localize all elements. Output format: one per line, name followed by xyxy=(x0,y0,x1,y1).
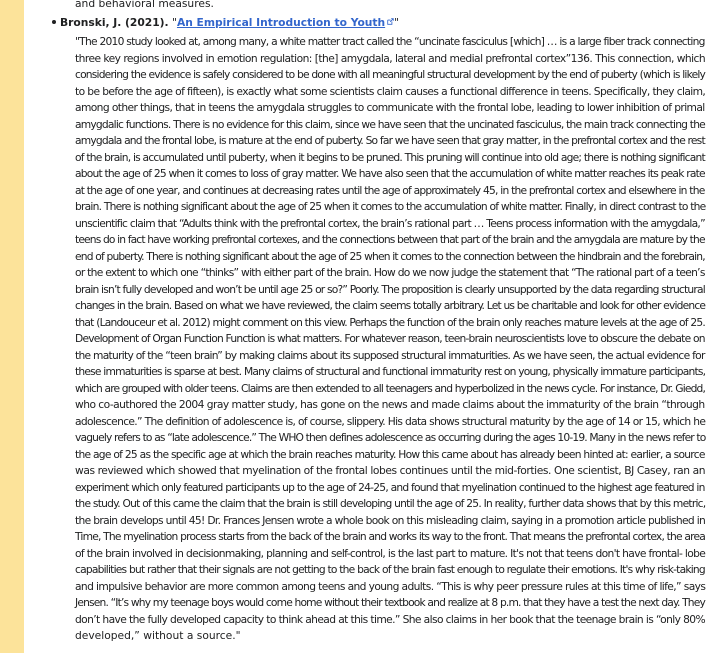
bullet-icon xyxy=(52,20,56,24)
quote-line: the maturity of the “teen brain” by making claims about its supposed structural immaturities. As we have seen, the actual evidence for xyxy=(75,348,705,362)
quote-line: considering the evidence is safely considered to be done with all meaningful structural development by the end of puberty (which is likely xyxy=(75,68,706,81)
quote-line: of the brain, is accumulated until puberty, when it begins to be pruned. This pruning will continue into old age; there is nothing significant xyxy=(75,150,705,164)
quote-line: and impulsive behavior are more common among teens and young adults. “This is why peer pressure rules at this time of life,” says xyxy=(75,579,706,593)
citation-link[interactable] xyxy=(177,16,394,29)
quote-line: amygdalic functions. There is no evidence for this claim, since we have seen that the uncinated fasciculus, the main track connecting the xyxy=(75,117,705,131)
quote-line: don’t have the fully developed capacity to think ahead at this time.” She also claims in her book that the teenage brain is “only 80% xyxy=(75,612,706,626)
quote-line: the study. Out of this came the claim that the brain is still developing until the age of 25. In reality, further data shows that by this metric, xyxy=(75,497,706,510)
citation-link-text: An Empirical Introduction to Youth xyxy=(176,16,386,29)
quote-block xyxy=(75,34,705,645)
quote-line: that (Landouceur et al. 2012) might comment on this view. Perhaps the function of the brain only reaches mature levels at the age of 25. xyxy=(75,315,706,329)
quote-line: capabilities but rather that their signals are not getting to the back of the brain fast enough to regulate their emotions. It's why risk-taking xyxy=(75,563,705,576)
quote-line: among other things, that in teens the amygdala struggles to communicate with the frontal lobe, leading to lower inhibition of primal xyxy=(75,101,705,114)
quote-line: three key regions involved in emotion regulation: [the] amygdala, lateral and medial prefrontal cortex”136. This connection, which xyxy=(75,51,706,65)
left-margin-stripe xyxy=(0,0,24,653)
quote-line: Development of Organ Function Function is what matters. For whatever reason, teen-brain neuroscientists love to obscure the debate on xyxy=(75,332,705,345)
quote-line: brain. There is nothing significant about the age of 25 when it comes to the accumulation of white matter. Finally, in direct contrast to the xyxy=(75,200,706,213)
quote-line: these immaturities is sparse at best. Many claims of structural and functional immaturity rest on young, physically immature participants, xyxy=(75,365,706,378)
quote-line: unscientific claim that “Adults think with the prefrontal cortex, the brain’s rational part … Teens process information with the amygdala,” xyxy=(75,216,705,230)
quote-line: amygdala and the frontal lobe, is mature at the end of puberty. So far we have seen that gray matter, in the prefrontal cortex and the rest xyxy=(75,134,705,147)
quote-line: of the brain involved in decisionmaking, planning and self-control, is the last part to mature. It's not that teens don't have frontal- lobe xyxy=(75,546,706,560)
quote-line: teens do in fact have working prefrontal cortexes, and the connections between that part of the brain and the amygdala are mature by the xyxy=(75,233,705,246)
quote-line: to be before the age of fifteen), is exactly what some scientists claim causes a functional difference in teens. Specifically, they claim, xyxy=(75,84,706,98)
quote-line: the age of 25 as the specific age at which the brain reaches maturity. How this came about has already been hinted at: earlier, a source xyxy=(75,447,705,461)
quote-line: about the age of 25 when it comes to loss of gray matter. We have also seen that the accumulation of white matter reaches its peak rate xyxy=(75,167,705,180)
quote-line: which are grouped with older teens. Claims are then extended to all teenagers and hyperbolized in the news cycle. For instance, Dr. Giedd, xyxy=(75,381,706,395)
quote-line: developed,” without a source." xyxy=(75,629,241,642)
close-quote: " xyxy=(394,16,400,29)
quote-line: Jensen. “It’s why my teenage boys would come home without their textbook and realize at 8 p.m. that they have a test the next day. They xyxy=(75,596,705,609)
quote-line: brain isn’t fully developed and won’t be until age 25 or so?” Poorly. The proposition is clearly unsupported by the data regarding structural xyxy=(75,282,705,296)
quote-line: experiment which only featured participants up to the age of 24-25, and found that myelination continued to the highest age featured in xyxy=(75,480,705,494)
quote-line: end of puberty. There is nothing significant about the age of 25 when it comes to the connection between the hindbrain and the forebrain, xyxy=(75,249,705,263)
citation-author: Bronski, J. (2021). xyxy=(60,16,169,29)
quote-line: who co-authored the 2004 gray matter study, has gone on the news and made claims about the immaturity of the brain “through xyxy=(75,398,705,411)
quote-line: adolescence.” The definition of adolescence is, of course, slippery. His data shows structural maturity by the age of 14 or 15, which he xyxy=(75,414,706,428)
previous-entry-fragment: and behavioral measures. xyxy=(75,0,214,10)
open-quote: " xyxy=(172,16,177,29)
quote-line: or the extent to which one “thinks” with either part of the brain. How do we now judge the statement that “The rational part of a teen’s xyxy=(75,266,705,279)
quote-line: the brain develops until 45! Dr. Frances Jensen wrote a whole book on this misleading claim, saying in a promotion article published in xyxy=(75,513,706,527)
citation-entry xyxy=(50,15,710,32)
quote-line: "The 2010 study looked at, among many, a white matter tract called the “uncinate fasciculus [which] … is a large fiber track connecting xyxy=(75,35,705,48)
quote-line: Time, The myelination process starts from the back of the brain and works its way to the front. That means the prefrontal cortex, the area xyxy=(75,530,706,543)
quote-line: changes in the brain. Based on what we have reviewed, the claim seems totally arbitrary. Let us be charitable and look for other evidence xyxy=(75,299,706,312)
quote-line: vaguely refers to as “late adolescence.” The WHO then defines adolescence as occurring during the ages 10-19. Many in the news refer to xyxy=(75,431,706,444)
quote-line: was reviewed which showed that myelination of the frontal lobes continues until the mid-forties. One scientist, BJ Casey, ran an xyxy=(75,464,706,477)
quote-line: at the age of one year, and continues at decreasing rates until the age of approximately 45, in the prefrontal cortex and elsewhere in the xyxy=(75,183,705,197)
